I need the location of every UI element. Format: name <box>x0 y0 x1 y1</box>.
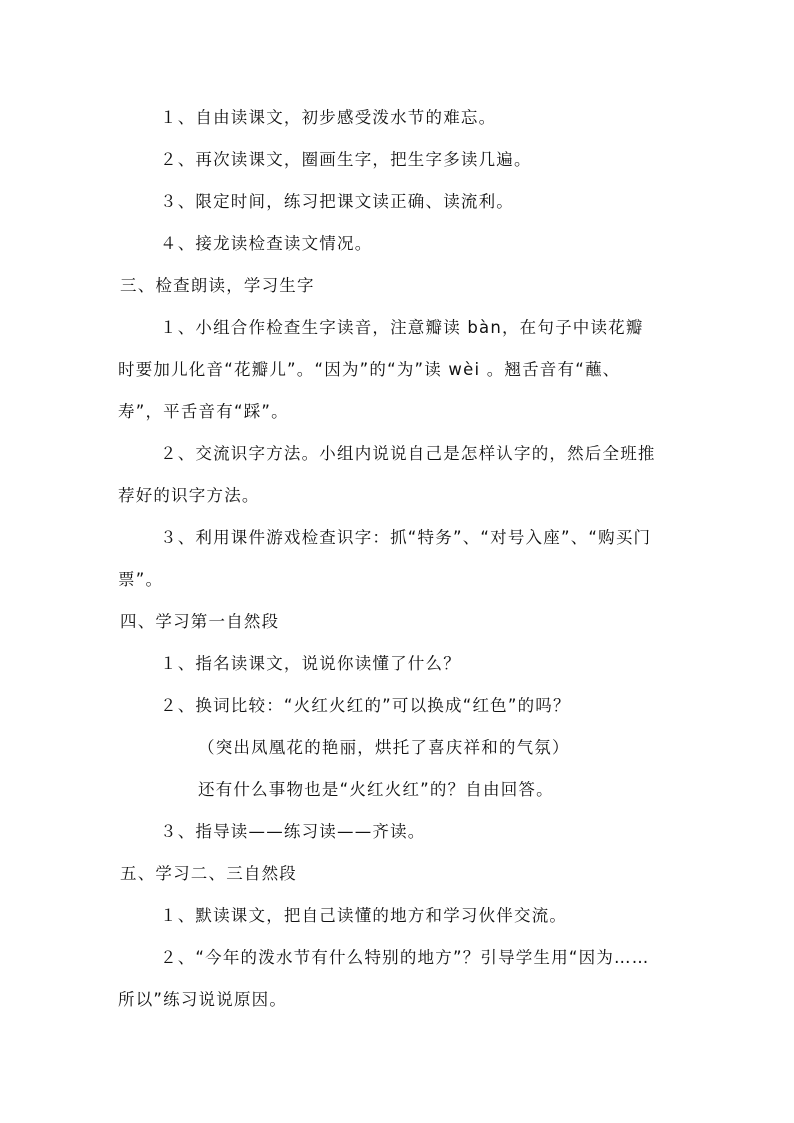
section5-item-2-line2: 所以”练习说说原因。 <box>118 990 288 1009</box>
section4-item-2-followup: 还有什么事物也是“火红火红”的？自由回答。 <box>198 780 554 799</box>
section-heading-5: 五、学习二、三自然段 <box>120 864 297 883</box>
step-3-timed-practice: ３、限定时间，练习把课文读正确、读流利。 <box>160 192 514 211</box>
section3-item-3-line2: 票”。 <box>118 570 164 589</box>
section5-item-2-line1: ２、“今年的泼水节有什么特别的地方”？引导学生用“因为…… <box>160 948 650 967</box>
section5-item-1: １、默读课文，把自己读懂的地方和学习伙伴交流。 <box>160 906 568 925</box>
section4-item-2: ２、换词比较：“火红火红的”可以换成“红色”的吗？ <box>160 696 571 715</box>
step-4-relay-reading: ４、接龙读检查读文情况。 <box>160 234 373 253</box>
section3-item-3-line1: ３、利用课件游戏检查识字：抓“特务”、“对号入座”、“购买门 <box>160 528 652 547</box>
section3-item-2-line2: 荐好的识字方法。 <box>118 486 260 505</box>
step-2-reread-circle-words: ２、再次读课文，圈画生字，把生字多读几遍。 <box>160 150 532 169</box>
section3-item-1-line3: 寿”，平舌音有“踩”。 <box>118 402 289 421</box>
step-1-free-reading: １、自由读课文，初步感受泼水节的难忘。 <box>160 108 497 127</box>
section4-item-1: １、指名读课文，说说你读懂了什么？ <box>160 654 461 673</box>
section3-item-2-line1: ２、交流识字方法。小组内说说自己是怎样认字的，然后全班推 <box>160 444 656 463</box>
section-heading-3: 三、检查朗读，学习生字 <box>120 276 315 295</box>
section4-item-2-note: （突出凤凰花的艳丽，烘托了喜庆祥和的气氛） <box>198 738 570 757</box>
section4-item-3: ３、指导读——练习读——齐读。 <box>160 822 426 841</box>
section-heading-4: 四、学习第一自然段 <box>120 612 280 631</box>
section3-item-1-line1: １、小组合作检查生字读音，注意瓣读 bàn，在句子中读花瓣 <box>160 318 644 337</box>
section3-item-1-line2: 时要加儿化音“花瓣儿”。“因为”的“为”读 wèi 。翘舌音有“蘸、 <box>118 360 621 379</box>
